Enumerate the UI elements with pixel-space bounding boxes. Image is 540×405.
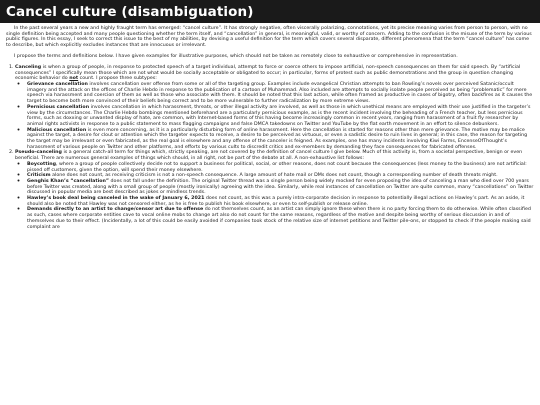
example-term: Genghis Khan’s “cancellation” xyxy=(27,178,110,184)
subtype-term: Grievance cancellation xyxy=(27,82,88,87)
document-title: Cancel culture (disambiguation) xyxy=(6,3,254,20)
canceling-term: Canceling xyxy=(15,64,42,70)
example-term: Criticism xyxy=(27,173,51,179)
subtype-text: is even more concerning, as it is a particularly disturbing form of online harassment. Here the cancellation is started for reasons other than mere grievance. The motive may be malice against the target, a desire for clout or attention which the targeter expects to receive, a desire to be perceived as virtuous, or even a sadistic desire to ruin lives in general; in this case, the reason for targeting the target may be irrelevant or even fabricated, as the real goal is elsewhere and any offense of the canceler is feigned. As examples, one has many incidents involving Kiwi Farms, EncenseOfThought’s harassment of various people on Twitter and other platforms, and efforts by various cults to discredit critics and ex-members by demanding they face consequences for fabricated offenses. xyxy=(27,127,528,150)
example-term: Boycotting xyxy=(27,161,57,167)
pseudo-canceling-definition xyxy=(15,150,534,230)
example-text: does not count, as this was a purely intra-corporate decision in response to potentially illegal actions on Hawley’s part. As an aside, it should also be noted that Hawley was not censored either, as he is free to publish his book elsewhere, or even to self-publish or release online. xyxy=(27,196,525,207)
list-item xyxy=(27,207,534,230)
list-item xyxy=(27,128,534,151)
canceling-text-a: is when a group of people, in response to protected speech of a target individual, attempt to force or coerce others to impose artificial, non-speech consequences on them for said speech. By “artificial consequences” I specifically mean those which are not what would be socially acceptable or obligated to occur; in particular, forms of protest such as public demonstrations and the group in question changing economic behavior do xyxy=(15,64,521,82)
list-item xyxy=(27,82,534,105)
canceling-not: not xyxy=(69,76,79,82)
canceling-definition xyxy=(15,65,534,151)
subtype-term: Pernicious cancellation xyxy=(27,104,90,110)
example-text: does not fall under the definition. The original Twitter thread was a single person being widely mocked for even proposing the idea of canceling a man who died over 700 years before Twitter was created, along with a small group of people (mostly ironically) agreeing with the idea. Similarly, while real instances of cancellation on Twitter are quite common, many “cancellations” on Twitter discussed in popular media are best described as jokes or mindless trends. xyxy=(27,178,534,196)
canceling-text-b: count. I propose three subtypes: xyxy=(78,76,157,82)
example-text: alone does not count, as receiving criticism is not a non-speech consequence. A large amount of hate mail or DMs does not count, though a corresponding number of death threats might. xyxy=(50,173,498,179)
list-item xyxy=(27,179,534,196)
subtype-text: involves cancellation in which harassment, threats, or other illegal activity are involved, as well as those in which unethical means are employed with their use justified in the targeter’s view by the circumstances. The Charlie Hebdo bombings mentioned beforehand are a particularly pernicious example, as is the recent incident involving the beheading of a French teacher, but less pernicious forms, such as doxxing or unwanted display of hate, are common, with Internet-based forms of this having become increasingly common in recent years, ranging from harassment of a fruit fly researcher by animal rights activists in response to a public statement to mass flagging campaigns and false DMCA takedowns on Twitter and YouTube by the flat earth movement in an effort to silence debunkers. xyxy=(27,104,531,127)
proposal-paragraph: I propose the terms and definitions below. I have given examples for illustrative purposes, which should not be taken as remotely close to exhaustive or comprehensive in representation. xyxy=(14,54,458,59)
pseudo-canceling-examples xyxy=(15,162,534,230)
subtype-text: involves cancellation over offense from some or all of the targeting group. Examples include evangelical Christian attempts to ban Rowling’s novels over perceived Satanic/occult imagery and the attack on the offices of Charlie Hebdo in response to the publication of a cartoon of Muhammad. Also included are attempts to socially isolate people perceived as being “problematic” for mere speech via harassment and coercion of them as well as those who associate with them. It should be noted that this last action, while often framed as productive in cases of bigotry, often backfires as it causes the target to become both more convinced of their beliefs being correct and to be more vulnerable to further radicalization by more extreme views. xyxy=(27,82,533,105)
list-item xyxy=(27,196,534,207)
document-body xyxy=(0,23,540,230)
list-item xyxy=(27,162,534,173)
pseudo-canceling-text: is a general catch-all term for things which, strictly speaking, are not covered by the definition of cancel culture I give below. Much of this activity is, from a societal perspective, benign or even beneficial. There are numerous general examples of things which should, in all right, not be part of the debate at all. A non-exhaustive list follows: xyxy=(15,150,523,162)
example-text: do not themselves count, as an artist can simply ignore these when there is no party forcing them to do otherwise. While often classified as such, cases where corporate entities cave to vocal online mobs to change art also do not count for the same reasons, regardless of the motive and despite being worthy of serious discussion in and of themselves due to their effect. (Incidentally, a lot of this could be easily avoided if companies took stock of the relative size of internet petitions and Twitter pile-ons, or stopped to check if the people making said complaint are xyxy=(27,207,531,230)
definitions-list xyxy=(6,65,534,230)
example-term: Hawley’s book deal being canceled in the wake of January 6, 2021 xyxy=(27,196,205,202)
list-item xyxy=(27,105,534,128)
example-term: Demands directly to an artist to change/censor art due to offense xyxy=(27,207,204,213)
title-bar xyxy=(0,0,540,23)
pseudo-canceling-term: Pseudo-canceling xyxy=(15,150,62,156)
example-text: , where a group of people collectively decide not to support a business for political, social, or other reasons, does not count because the consequences (less money to the business) are not artificial: pissed off customers, given the option, will spend their money elsewhere. xyxy=(27,161,527,173)
intro-paragraph: In the past several years a new and highly fraught term has emerged: “cancel culture”. It has strongly negative, often viscerally polarizing, connotations, yet its precise meaning varies from person to person, with no single definition being accepted and many people questioning whether the term itself, and “cancellation” in general, is meaningful, valid, or worthy of concern. Adding to the confusion is the misuse of the term by various public figures. In this essay, I seek to correct this issue to the best of my abilities, by devising a useful definition for the term which covers several disparate, different phenomena that the term “cancel culture” has come to describe, but which explicitly excludes instances that are innocuous or irrelevant. xyxy=(6,26,532,49)
canceling-subtypes xyxy=(15,82,534,150)
subtype-term: Malicious cancellation xyxy=(27,127,87,133)
